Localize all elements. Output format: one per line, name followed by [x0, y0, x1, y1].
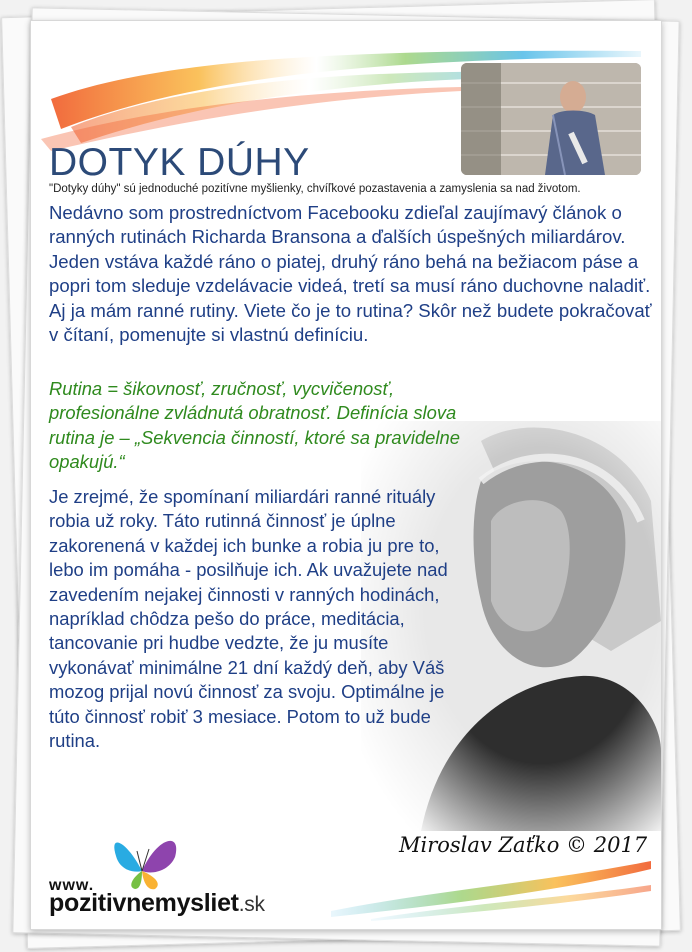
body-paragraph: Je zrejmé, že spomínaní miliardári ranné rituály robia už roky. Táto rutinná činnosť je úplne zakorenená v každej ich bunke a robia ju pre to, lebo im pomáha - posilňuje ich. Ak uvažujete nad zavedením nejakej činnosti v ranných hodinách, napríklad chôdza pešo do práce, meditácia, tancovanie pri hudbe vedzte, že ju musíte vykonávať minimálne 21 dní každý deň, aby Váš mozog prijal novú činnosť za svoju. Optimálne je túto činnosť robiť 3 mesiace. Potom to už bude rutina. [49, 486, 448, 752]
butterfly-icon [97, 831, 187, 891]
rainbow-swoosh-bottom [331, 841, 651, 921]
document-subtitle: "Dotyky dúhy" sú jednoduché pozitívne myšlienky, chvíľkové pozastavenia a zamyslenia sa nad životom. [49, 183, 581, 195]
logo-name-text: pozitivnemysliet [49, 889, 239, 917]
logo-name [49, 889, 265, 918]
writer-photo [461, 63, 641, 175]
logo-www: www. [49, 877, 95, 894]
logo-tld: .sk [238, 893, 265, 916]
document-title: DOTYK DÚHY [49, 141, 310, 184]
document-page [30, 20, 662, 930]
definition-paragraph: Rutina = šikovnosť, zručnosť, vycvičenosť, profesionálne zvládnutá obratnosť. Definícia slova rutina je – „Sekvencia činností, ktoré sa pravidelne opakujú.“ [49, 378, 460, 473]
author-signature: Miroslav Zaťko © 2017 [399, 833, 648, 857]
intro-paragraph: Nedávno som prostredníctvom Facebooku zdieľal zaujímavý článok o ranných rutinách Richarda Bransona a ďalších úspešných miliardárov. Jeden vstáva každé ráno o piatej, druhý ráno behá na bežiacom páse a popri tom sleduje vzdelávacie videá, tretí sa musí ráno duchovne naladiť. Aj ja mám ranné rutiny. Viete čo je to rutina? Skôr než budete pokračovať v čítaní, pomenujte si vlastnú definíciu. [49, 202, 652, 346]
site-logo[interactable] [47, 831, 347, 921]
